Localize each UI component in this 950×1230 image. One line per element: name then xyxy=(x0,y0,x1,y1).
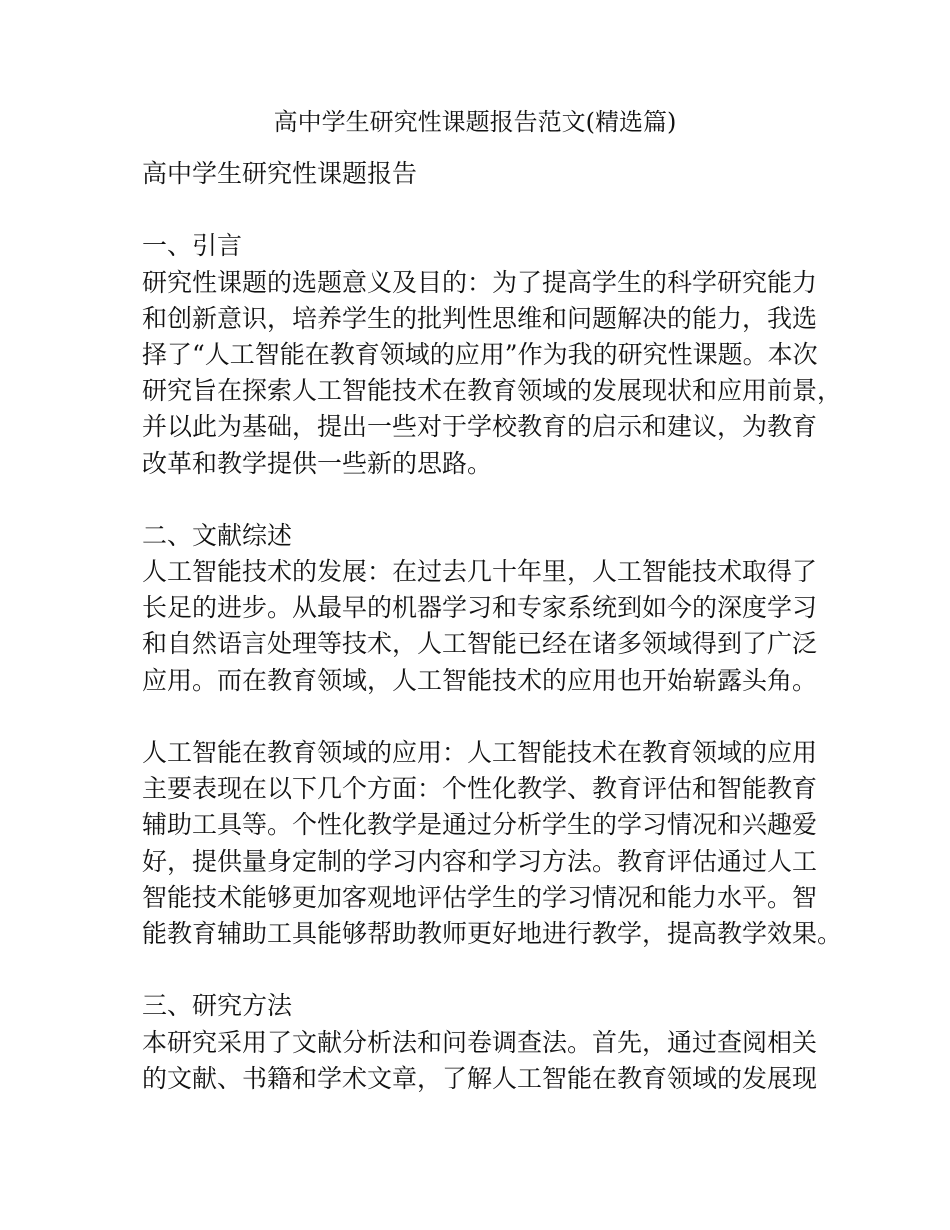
paragraph-line: 和自然语言处理等技术，人工智能已经在诸多领域得到了广泛 xyxy=(142,629,818,659)
paragraph-line: 长足的进步。从最早的机器学习和专家系统到如今的深度学习 xyxy=(142,593,818,623)
paragraph-line: 应用。而在教育领域，人工智能技术的应用也开始崭露头角。 xyxy=(142,665,818,695)
paragraph-line: 人工智能技术的发展：在过去几十年里，人工智能技术取得了 xyxy=(142,557,818,587)
paragraph-line: 主要表现在以下几个方面：个性化教学、教育评估和智能教育 xyxy=(142,774,818,804)
section-heading-introduction: 一、引言 xyxy=(142,231,243,261)
blank-line xyxy=(142,952,842,988)
document-body xyxy=(142,156,842,1097)
paragraph-line: 人工智能在教育领域的应用：人工智能技术在教育领域的应用 xyxy=(142,738,818,767)
report-subtitle: 高中学生研究性课题报告 xyxy=(142,159,418,188)
paragraph-line: 改革和教学提供一些新的思路。 xyxy=(142,448,493,478)
paragraph-line: 研究旨在探索人工智能技术在教育领域的发展现状和应用前景， xyxy=(142,376,843,406)
section-heading-research-methods: 三、研究方法 xyxy=(142,991,293,1021)
blank-line xyxy=(142,482,842,518)
section-heading-literature-review: 二、文献综述 xyxy=(142,520,293,550)
paragraph-line: 和创新意识，培养学生的批判性思维和问题解决的能力，我选 xyxy=(142,303,818,333)
paragraph-line: 能教育辅助工具能够帮助教师更好地进行教学，提高教学效果。 xyxy=(142,918,843,948)
paragraph-line: 智能技术能够更加客观地评估学生的学习情况和能力水平。智 xyxy=(142,882,818,912)
paragraph-line: 并以此为基础，提出一些对于学校教育的启示和建议，为教育 xyxy=(142,412,818,442)
paragraph-line: 研究性课题的选题意义及目的：为了提高学生的科学研究能力 xyxy=(142,267,818,297)
blank-line xyxy=(142,699,842,735)
paragraph-line: 好，提供量身定制的学习内容和学习方法。教育评估通过人工 xyxy=(142,846,818,876)
document-title: 高中学生研究性课题报告范文(精选篇) xyxy=(273,108,677,136)
paragraph-line: 的文献、书籍和学术文章，了解人工智能在教育领域的发展现 xyxy=(142,1063,818,1093)
paragraph-line: 本研究采用了文献分析法和问卷调查法。首先，通过查阅相关 xyxy=(142,1027,818,1057)
blank-line xyxy=(142,192,842,228)
paragraph-line: 择了“人工智能在教育领域的应用”作为我的研究性课题。本次 xyxy=(142,339,818,369)
paragraph-line: 辅助工具等。个性化教学是通过分析学生的学习情况和兴趣爱 xyxy=(142,810,818,840)
